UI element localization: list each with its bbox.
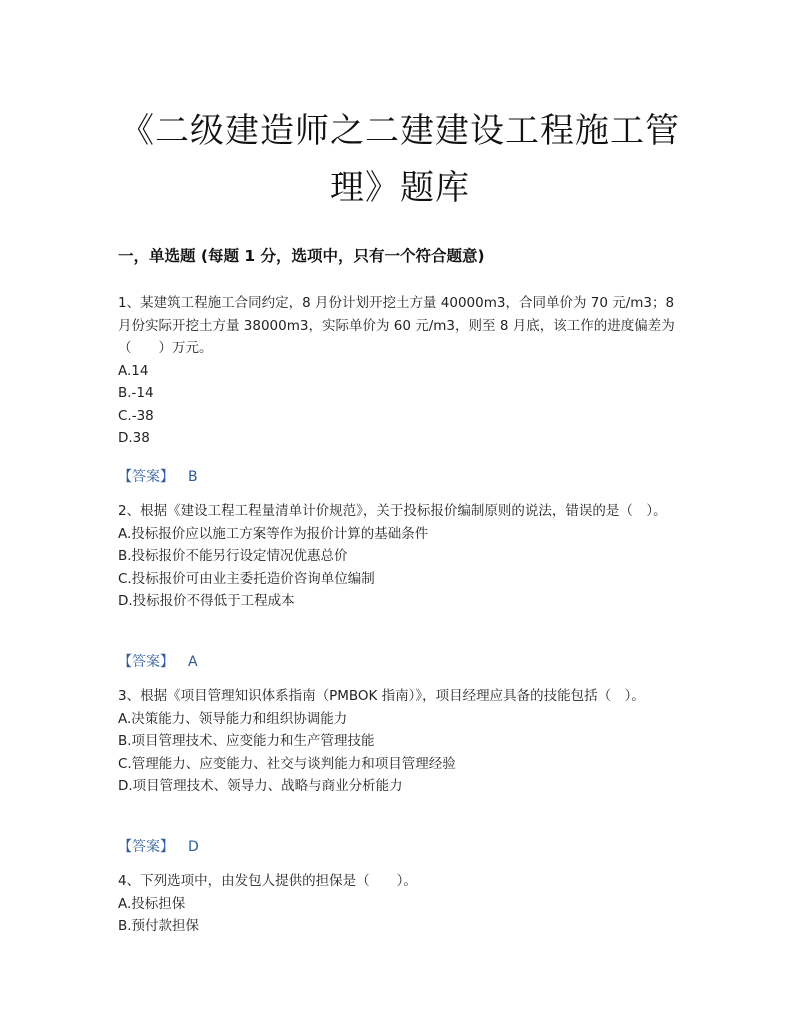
option-c: C.投标报价可由业主委托造价咨询单位编制 [118, 570, 375, 587]
title-line-2: 理》题库 [330, 168, 470, 208]
option-a: A.投标担保 [118, 895, 186, 912]
option-a: A.决策能力、领导能力和组织协调能力 [118, 710, 348, 727]
answer-2 [118, 651, 198, 671]
answer-letter: D [188, 839, 199, 855]
option-b: B.预付款担保 [118, 918, 200, 934]
question-stem: 3、根据《项目管理知识体系指南（PMBOK 指南）》，项目经理应具备的技能包括（ ）。 [118, 688, 645, 704]
question-stem: 1、某建筑工程施工合同约定，8 月份计划开挖土方量 40000m3，合同单价为 70 元/m3；8 月份实际开挖土方量 38000m3，实际单价为 60 元/m3，则至 8 月底，该工作的进度偏差为（ ）万元。 [118, 295, 675, 356]
option-b: B.投标报价不能另行设定情况优惠总价 [118, 548, 348, 564]
question-1 [118, 292, 678, 450]
option-d: D.投标报价不得低于工程成本 [118, 593, 295, 609]
answer-1 [118, 466, 198, 486]
option-d: D.38 [118, 430, 150, 446]
question-2 [118, 500, 678, 613]
answer-letter: A [188, 654, 198, 670]
question-stem: 4、下列选项中，由发包人提供的担保是（ ）。 [118, 873, 417, 889]
option-c: C.-38 [118, 407, 154, 424]
answer-letter: B [188, 469, 198, 485]
answer-label: 【答案】 [118, 654, 174, 670]
document-title [110, 103, 690, 217]
option-b: B.-14 [118, 385, 154, 401]
option-a: A.投标报价应以施工方案等作为报价计算的基础条件 [118, 525, 429, 542]
answer-label: 【答案】 [118, 839, 174, 855]
option-b: B.项目管理技术、应变能力和生产管理技能 [118, 733, 375, 749]
question-4 [118, 870, 678, 938]
section-heading: 一，单选题 (每题 1 分，选项中，只有一个符合题意) [118, 247, 485, 265]
option-d: D.项目管理技术、领导力、战略与商业分析能力 [118, 778, 403, 794]
question-3 [118, 685, 678, 798]
answer-label: 【答案】 [118, 469, 174, 485]
option-c: C.管理能力、应变能力、社交与谈判能力和项目管理经验 [118, 755, 456, 772]
option-a: A.14 [118, 362, 149, 379]
question-stem: 2、根据《建设工程工程量清单计价规范》，关于投标报价编制原则的说法，错误的是（ ）。 [118, 503, 667, 519]
answer-3 [118, 836, 199, 856]
title-line-1: 《二级建造师之二建建设工程施工管 [120, 111, 680, 151]
